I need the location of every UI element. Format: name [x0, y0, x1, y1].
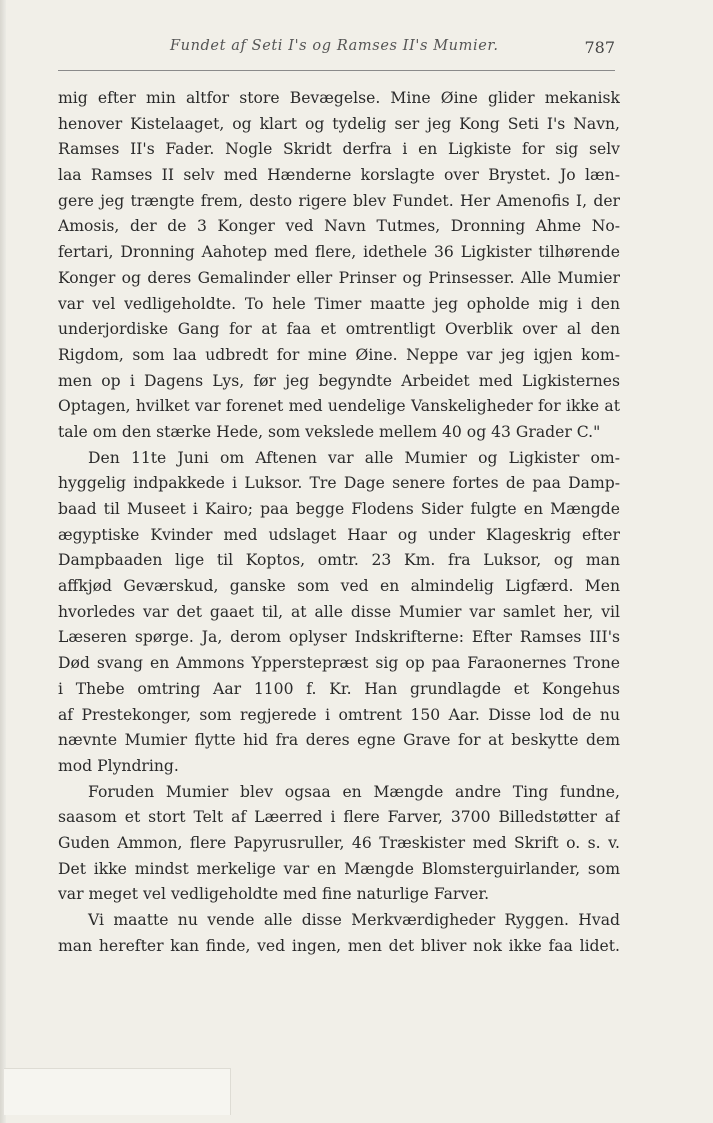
text-line: Rigdom, som laa udbredt for mine Øine. Neppe var jeg igjen kom-	[58, 345, 620, 364]
text-line: underjordiske Gang for at faa et omtrentligt Overblik over al den	[58, 320, 620, 339]
text-line: Guden Ammon, flere Papyrusruller, 46 Træskister med Skrift o. s. v.	[58, 833, 620, 852]
text-line: var vel vedligeholdte. To hele Timer maatte jeg opholde mig i den	[58, 294, 620, 313]
header-rule	[58, 70, 615, 71]
text-line: fertari, Dronning Aahotep med flere, idethele 36 Ligkister tilhørende	[58, 243, 620, 262]
page-number: 787	[584, 38, 615, 57]
paragraph-start-line: Den 11te Juni om Aftenen var alle Mumier og Ligkister om-	[88, 448, 620, 467]
text-line: men op i Dagens Lys, før jeg begyndte Arbeidet med Ligkisternes	[58, 371, 620, 390]
text-line: man herefter kan finde, ved ingen, men det bliver nok ikke faa lidet.	[58, 936, 620, 955]
text-line: hvorledes var det gaaet til, at alle disse Mumier var samlet her, vil	[58, 602, 620, 621]
text-line: mod Plyndring.	[58, 756, 179, 775]
page-header	[58, 38, 615, 60]
text-line: gere jeg trængte frem, desto rigere blev Fundet. Her Amenofis I, der	[58, 191, 620, 210]
text-line: ægyptiske Kvinder med udslaget Haar og under Klageskrig efter	[58, 525, 620, 544]
text-line: Død svang en Ammons Ypperstepræst sig op paa Faraonernes Trone	[58, 654, 620, 673]
text-line: nævnte Mumier flytte hid fra deres egne Grave for at beskytte dem	[58, 731, 620, 750]
page-binding-edge	[0, 0, 6, 1123]
text-line: var meget vel vedligeholdte med fine naturlige Farver.	[58, 885, 490, 904]
text-line: Optagen, hvilket var forenet med uendelige Vanskeligheder for ikke at	[58, 397, 620, 416]
text-line: tale om den stærke Hede, som vekslede mellem 40 og 43 Grader C."	[58, 422, 601, 441]
text-line: baad til Museet i Kairo; paa begge Flodens Sider fulgte en Mængde	[58, 500, 620, 518]
text-line: Amosis, der de 3 Konger ved Navn Tutmes, Dronning Ahme No-	[58, 217, 620, 236]
body-text	[58, 86, 620, 959]
text-line: i Thebe omtring Aar 1100 f. Kr. Han grundlagde et Kongehus	[58, 679, 620, 698]
text-line: mig efter min altfor store Bevægelse. Mine Øine glider mekanisk	[58, 89, 620, 107]
text-line: Dampbaaden lige til Koptos, omtr. 23 Km. fra Luksor, og man	[58, 551, 620, 570]
running-head: Fundet af Seti I's og Ramses II's Mumier.	[170, 38, 499, 54]
text-line: Læseren spørge. Ja, derom oplyser Indskrifterne: Efter Ramses III's	[58, 628, 620, 647]
text-line: affkjød Geværskud, ganske som ved en almindelig Ligfærd. Men	[58, 577, 620, 596]
text-line: Det ikke mindst merkelige var en Mængde Blomsterguirlander, som	[58, 859, 620, 878]
text-line: henover Kistelaaget, og klart og tydelig ser jeg Kong Seti I's Navn,	[58, 114, 620, 133]
text-line: af Prestekonger, som regjerede i omtrent 150 Aar. Disse lod de nu	[58, 705, 620, 724]
text-line: Konger og deres Gemalinder eller Prinser og Prinsesser. Alle Mumier	[58, 268, 620, 287]
text-line: hyggelig indpakkede i Luksor. Tre Dage senere fortes de paa Damp-	[58, 474, 620, 493]
text-line: Ramses II's Fader. Nogle Skridt derfra i en Ligkiste for sig selv	[58, 140, 620, 159]
paragraph-start-line: Foruden Mumier blev ogsaa en Mængde andre Ting fundne,	[88, 782, 620, 801]
paragraph-start-line: Vi maatte nu vende alle disse Merkværdigheder Ryggen. Hvad	[88, 911, 620, 929]
text-line: saasom et stort Telt af Læerred i flere Farver, 3700 Billedstøtter af	[58, 808, 620, 827]
text-line: laa Ramses II selv med Hænderne korslagte over Brystet. Jo læn-	[58, 166, 620, 185]
scan-artifact	[4, 1068, 231, 1115]
